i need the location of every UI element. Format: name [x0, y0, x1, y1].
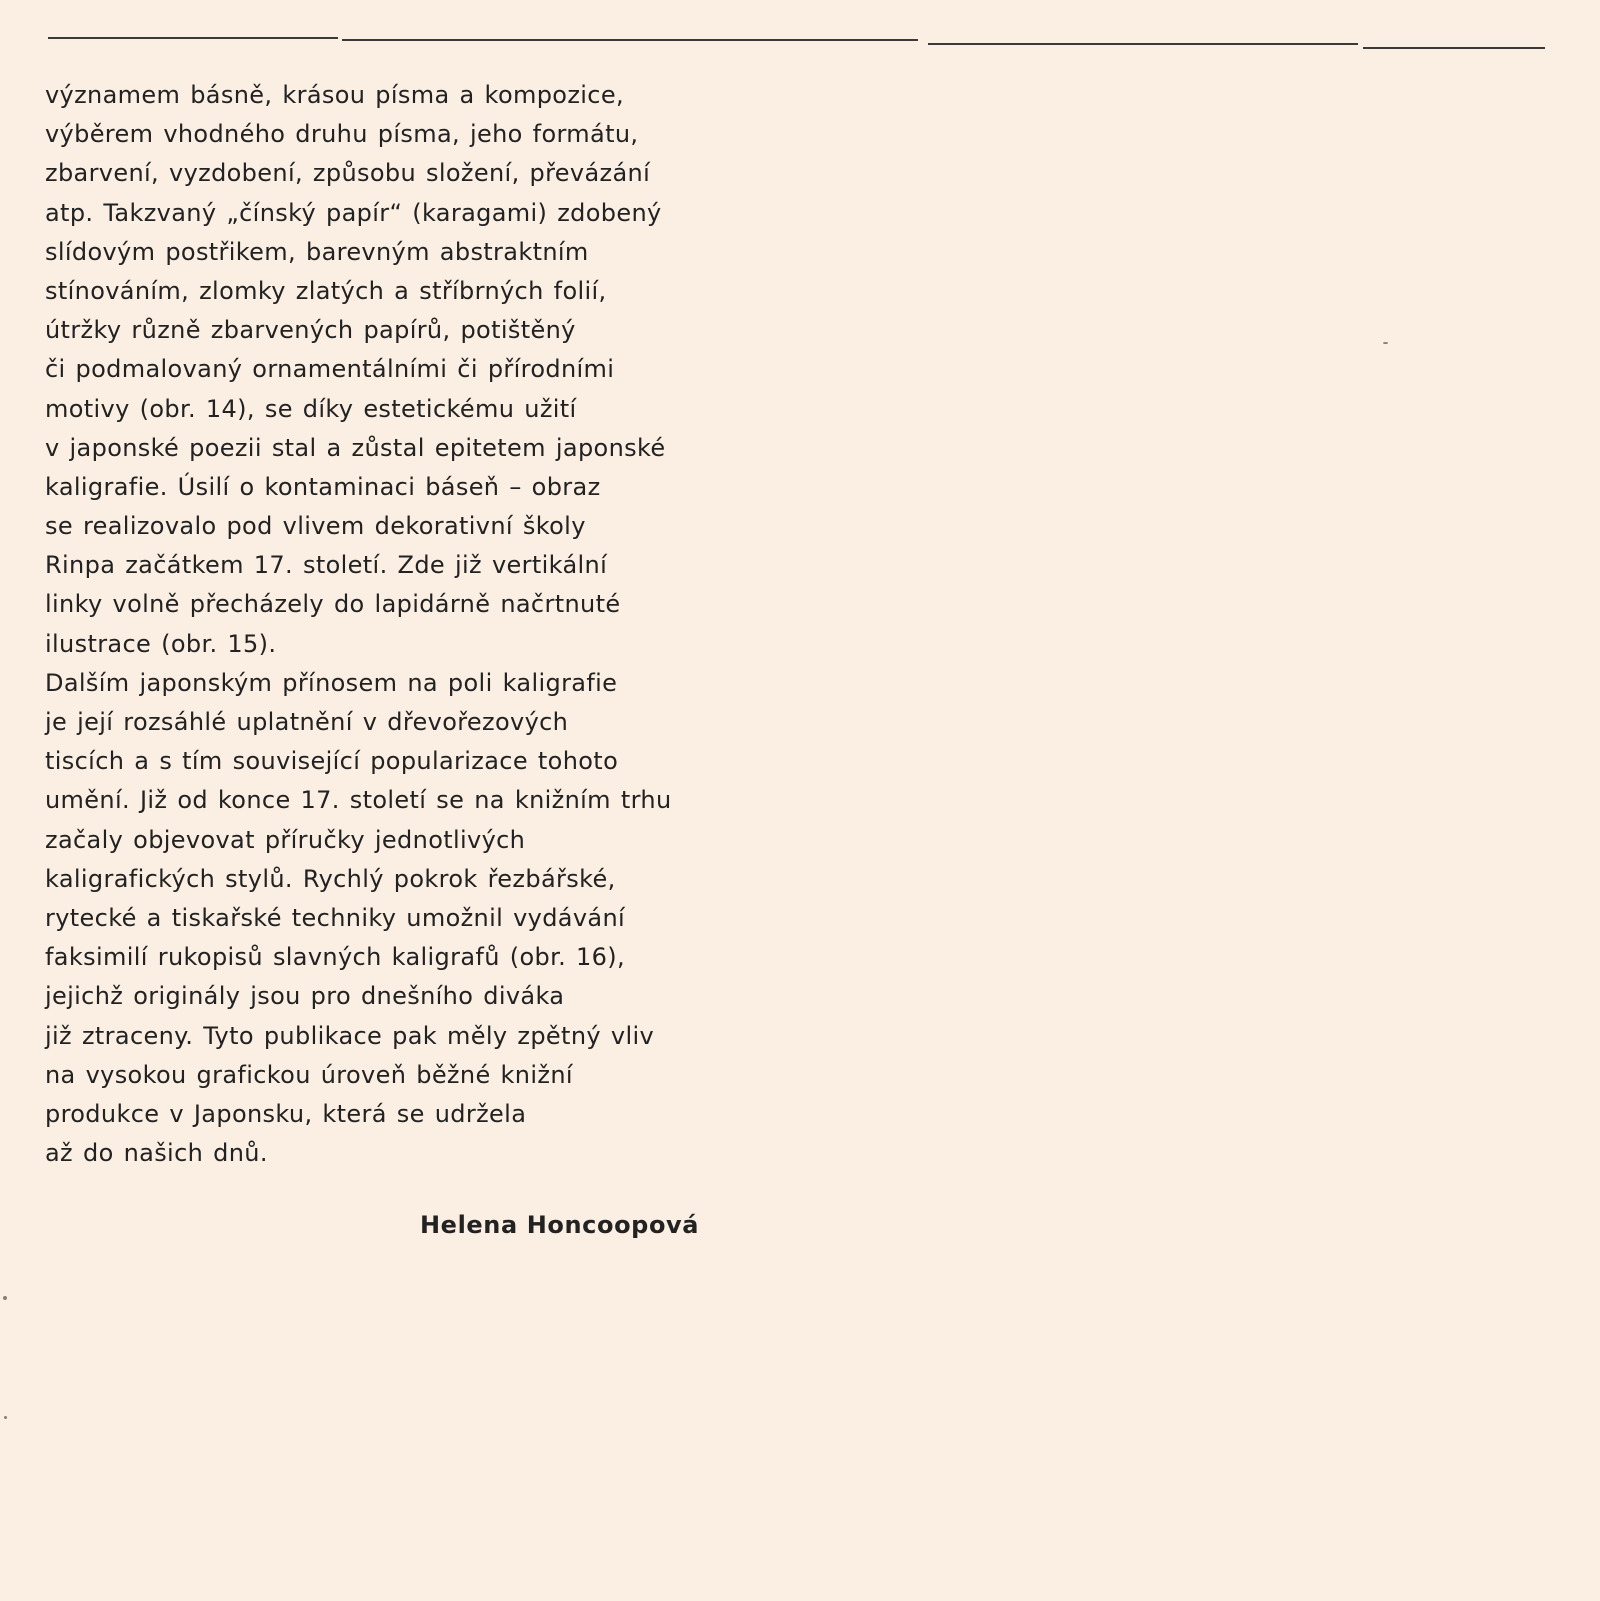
paper-speck [3, 1296, 7, 1300]
text-line: významem básně, krásou písma a kompozice, [45, 81, 624, 109]
text-line: umění. Již od konce 17. století se na knižním trhu [45, 786, 672, 815]
text-line: kaligrafie. Úsilí o kontaminaci báseň – obraz [45, 472, 601, 501]
text-line: stínováním, zlomky zlatých a stříbrných folií, [45, 276, 607, 305]
text-line: ilustrace (obr. 15). [45, 629, 277, 658]
text-line: se realizovalo pod vlivem dekorativní školy [45, 512, 586, 541]
top-rule-segment [48, 37, 338, 39]
text-line: výběrem vhodného druhu písma, jeho formátu, [45, 120, 639, 149]
top-rule-segment [928, 43, 1358, 45]
text-line: motivy (obr. 14), se díky estetickému užití [45, 394, 577, 423]
text-line: kaligrafických stylů. Rychlý pokrok řezbářské, [45, 864, 616, 893]
text-line: zbarvení, vyzdobení, způsobu složení, převázání [45, 159, 651, 188]
text-line: slídovým postřikem, barevným abstraktním [45, 237, 589, 266]
body-text [45, 76, 735, 1173]
top-rule-segment [1363, 47, 1545, 49]
paper-speck [1383, 342, 1388, 344]
text-line: linky volně přecházely do lapidárně načrtnuté [45, 590, 621, 619]
text-line: jejichž originály jsou pro dnešního diváka [45, 982, 565, 1011]
text-line: na vysokou grafickou úroveň běžné knižní [45, 1060, 573, 1089]
top-rule-segment [342, 39, 918, 41]
text-line: rytecké a tiskařské techniky umožnil vydávání [45, 903, 626, 932]
text-line: či podmalovaný ornamentálními či přírodními [45, 355, 615, 384]
text-line: Dalším japonským přínosem na poli kaligrafie [45, 668, 618, 697]
text-line: atp. Takzvaný „čínský papír“ (karagami) zdobený [45, 198, 662, 227]
text-line: útržky různě zbarvených papírů, potištěný [45, 316, 576, 345]
text-line: v japonské poezii stal a zůstal epitetem japonské [45, 433, 666, 462]
text-line: faksimilí rukopisů slavných kaligrafů (obr. 16), [45, 943, 625, 972]
text-line: Rinpa začátkem 17. století. Zde již vertikální [45, 551, 608, 580]
text-line: začaly objevovat příručky jednotlivých [45, 825, 526, 854]
text-line: je její rozsáhlé uplatnění v dřevořezových [45, 708, 569, 736]
author-signature: Helena Honcoopová [420, 1211, 700, 1239]
text-line: tiscích a s tím související popularizace tohoto [45, 747, 619, 776]
text-line: produkce v Japonsku, která se udržela [45, 1099, 527, 1128]
text-line: až do našich dnů. [45, 1139, 268, 1168]
text-line: již ztraceny. Tyto publikace pak měly zpětný vliv [45, 1021, 655, 1050]
paper-speck [4, 1416, 7, 1419]
